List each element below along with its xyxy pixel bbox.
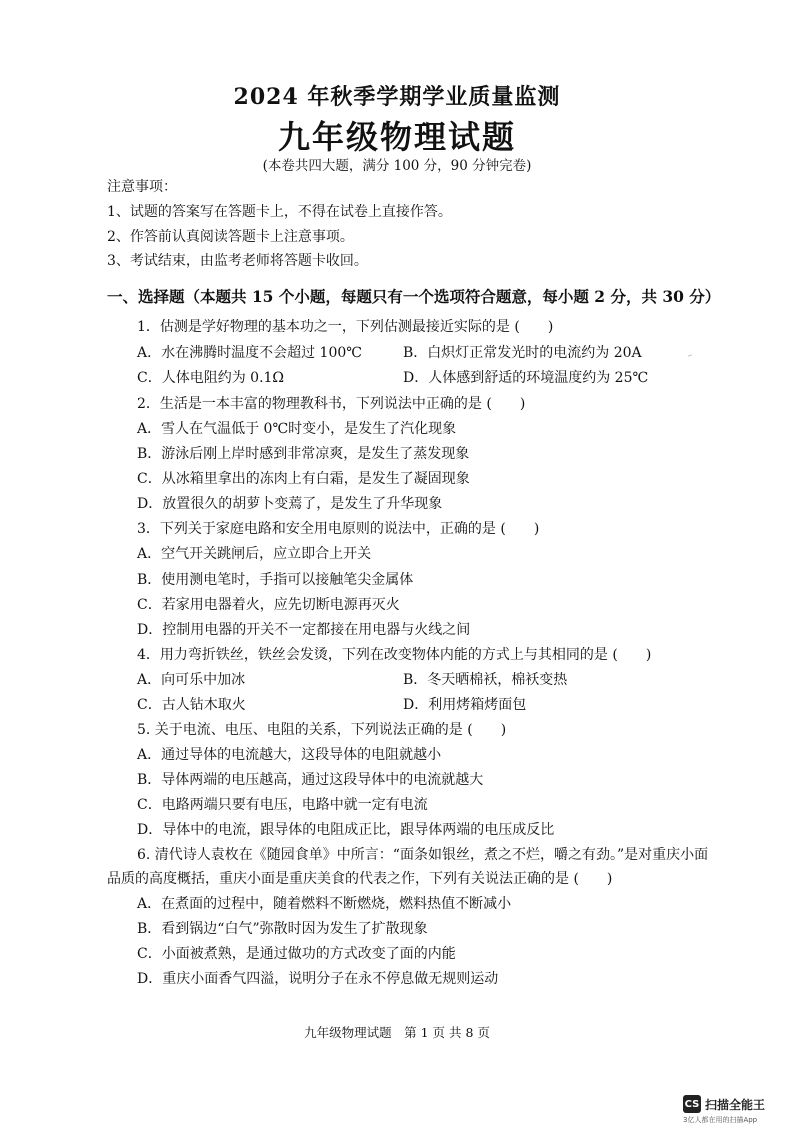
notes-item: 1、试题的答案写在答题卡上，不得在试卷上直接作答。 <box>107 204 452 220</box>
exam-subtitle: (本卷共四大题，满分 100 分，90 分钟完卷) <box>262 158 532 174</box>
question-stem: 6. 清代诗人袁枚在《随园食单》中所言：“面条如银丝，煮之不烂，嚼之有劲。”是对重庆小面 <box>137 847 709 863</box>
question-stem: 4．用力弯折铁丝，铁丝会发烫，下列在改变物体内能的方式上与其相同的是 ( ) <box>137 647 652 663</box>
question-stem: 1．估测是学好物理的基本功之一，下列估测最接近实际的是 ( ) <box>137 319 554 335</box>
question-stem-continued: 品质的高度概括，重庆小面是重庆美食的代表之作，下列有关说法正确的是 ( ) <box>107 871 613 887</box>
question-option: D．人体感到舒适的环境温度约为 25℃ <box>403 370 649 386</box>
question-option: B．白炽灯正常发光时的电流约为 20A <box>403 345 642 361</box>
question-option: A．水在沸腾时温度不会超过 100℃ <box>137 345 362 361</box>
question-option: D．放置很久的胡萝卜变蔫了，是发生了升华现象 <box>137 496 443 512</box>
question-stem: 3．下列关于家庭电路和安全用电原则的说法中，正确的是 ( ) <box>137 521 540 537</box>
notes-item: 3、考试结束，由监考老师将答题卡收回。 <box>107 253 368 269</box>
question-option: C．古人钻木取火 <box>137 697 246 713</box>
scan-speck <box>688 354 692 356</box>
question-option: C．从冰箱里拿出的冻肉上有白霜，是发生了凝固现象 <box>137 471 470 487</box>
question-option: B．看到锅边“白气”弥散时因为发生了扩散现象 <box>137 921 428 937</box>
scanner-watermark <box>683 1095 765 1113</box>
question-stem: 5. 关于电流、电压、电阻的关系，下列说法正确的是 ( ) <box>137 722 507 738</box>
question-option: B．导体两端的电压越高，通过这段导体中的电流就越大 <box>137 772 484 788</box>
question-option: B．冬天晒棉袄，棉袄变热 <box>403 672 568 688</box>
question-option: A．在煮面的过程中，随着燃料不断燃烧，燃料热值不断减小 <box>137 896 512 912</box>
exam-title: 2024 年秋季学期学业质量监测 <box>233 84 561 110</box>
notes-heading: 注意事项： <box>107 179 177 195</box>
watermark-tagline: 3亿人都在用的扫描App <box>683 1116 758 1124</box>
page-footer: 九年级物理试题 第 1 页 共 8 页 <box>304 1025 490 1040</box>
notes-item: 2、作答前认真阅读答题卡上注意事项。 <box>107 229 354 245</box>
question-option: A．雪人在气温低于 0℃时变小，是发生了汽化现象 <box>137 421 457 437</box>
question-option: A．向可乐中加冰 <box>137 672 246 688</box>
question-stem: 2．生活是一本丰富的物理教科书，下列说法中正确的是 ( ) <box>137 396 526 412</box>
question-option: A．空气开关跳闸后，应立即合上开关 <box>137 546 372 562</box>
section-heading: 一、选择题（本题共 15 个小题，每题只有一个选项符合题意，每小题 2 分，共 30 分） <box>107 287 721 306</box>
question-option: B．使用测电笔时，手指可以接触笔尖金属体 <box>137 572 414 588</box>
question-option: D．重庆小面香气四溢，说明分子在永不停息做无规则运动 <box>137 971 499 987</box>
question-option: C．人体电阻约为 0.1Ω <box>137 370 285 386</box>
question-option: B．游泳后刚上岸时感到非常凉爽，是发生了蒸发现象 <box>137 446 470 462</box>
watermark-brand: 扫描全能王 <box>705 1097 766 1112</box>
camscanner-logo-icon: CS <box>683 1095 701 1113</box>
question-option: C．小面被煮熟，是通过做功的方式改变了面的内能 <box>137 946 456 962</box>
exam-subject-title: 九年级物理试题 <box>277 118 516 156</box>
question-option: D．导体中的电流，跟导体的电阻成正比，跟导体两端的电压成反比 <box>137 822 555 838</box>
question-option: D．利用烤箱烤面包 <box>403 697 527 713</box>
question-option: A．通过导体的电流越大，这段导体的电阻就越小 <box>137 747 442 763</box>
question-option: D．控制用电器的开关不一定都接在用电器与火线之间 <box>137 622 471 638</box>
question-option: C．电路两端只要有电压，电路中就一定有电流 <box>137 797 428 813</box>
question-option: C．若家用电器着火，应先切断电源再灭火 <box>137 597 400 613</box>
